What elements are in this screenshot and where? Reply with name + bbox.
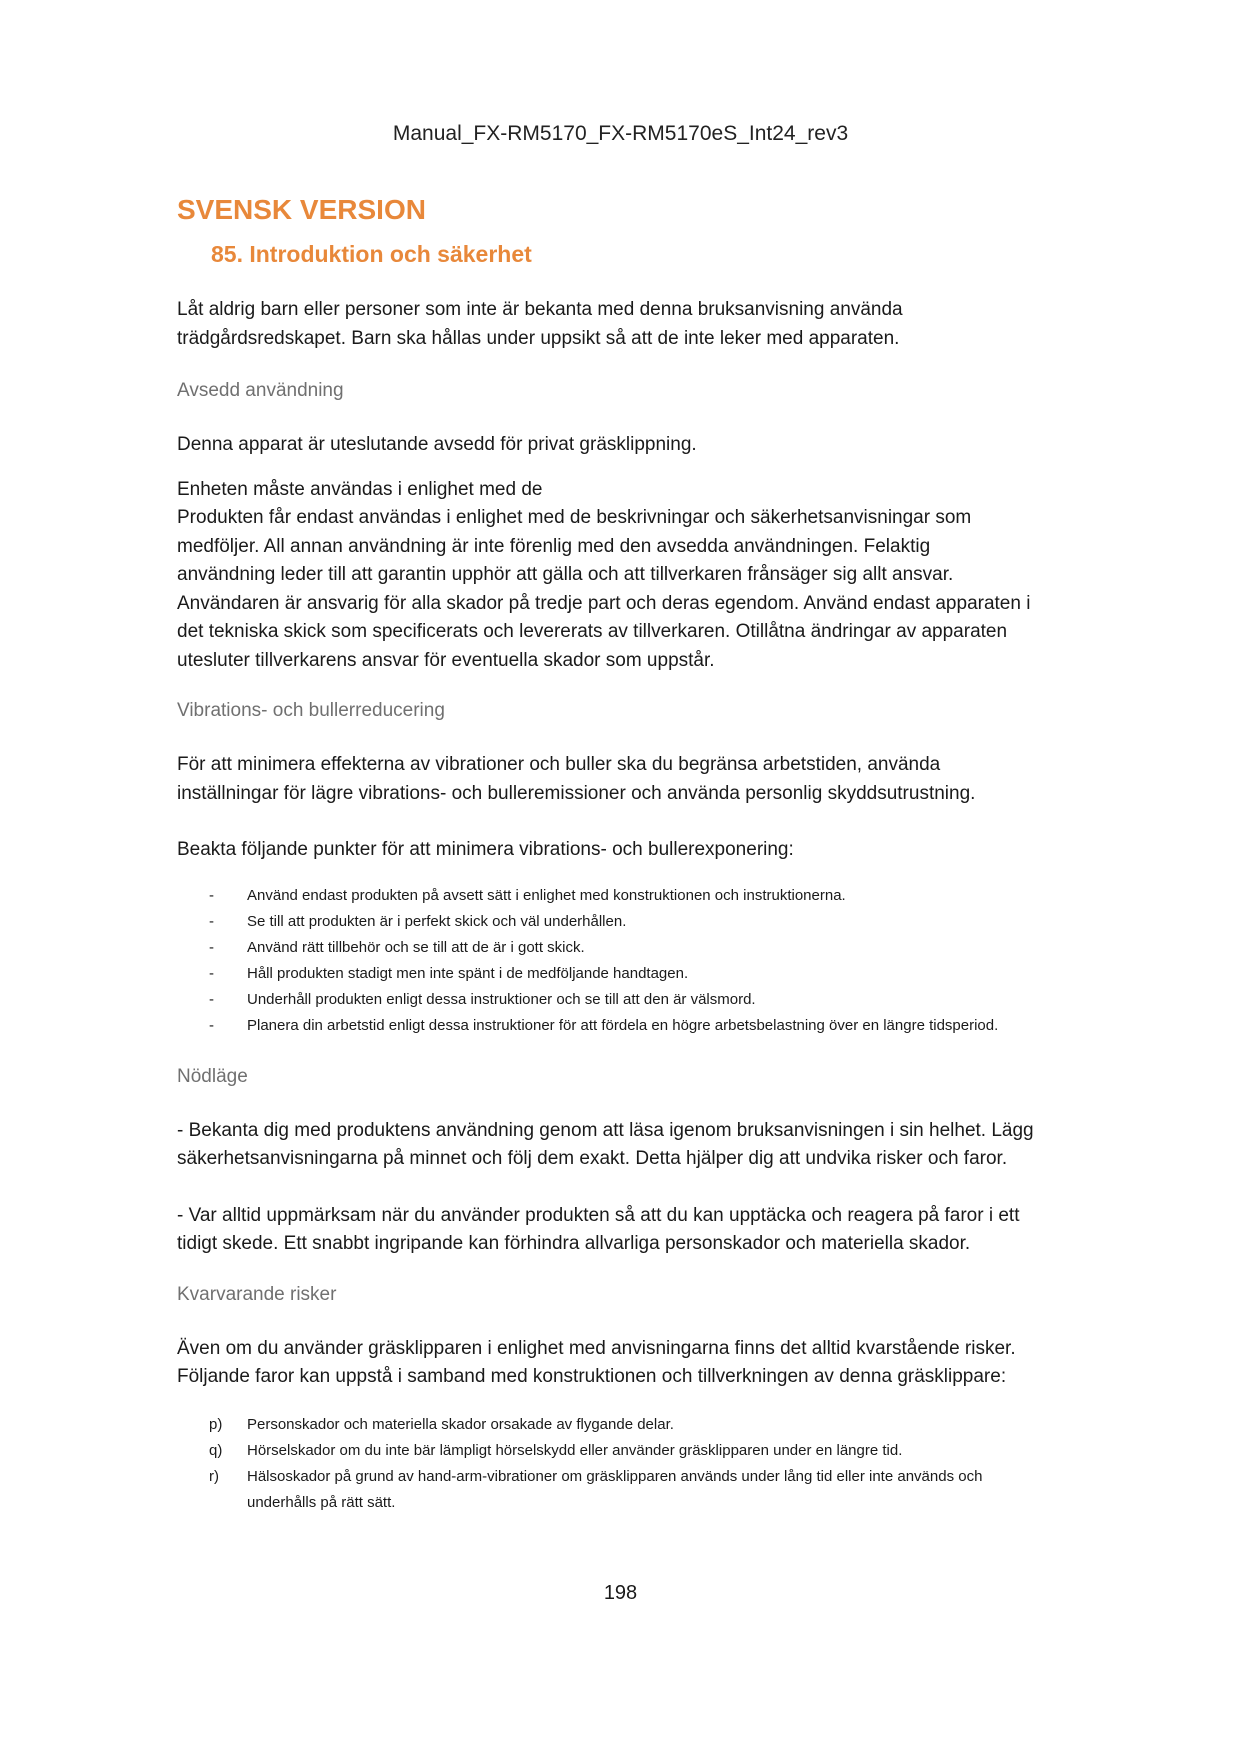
list-item-text: Underhåll produkten enligt dessa instruktioner och se till att den är välsmord. (247, 990, 756, 1008)
vibration-paragraph-2: Beakta följande punkter för att minimera vibrations- och bullerexponering: (177, 839, 794, 860)
bullet-mark: - (209, 990, 214, 1008)
avsedd-line: Användaren är ansvarig för alla skador på tredje part och deras egendom. Använd endast apparaten i (177, 592, 1031, 614)
section-title: SVENSK VERSION (177, 194, 426, 225)
list-item (177, 909, 1077, 935)
list-item-text: underhålls på rätt sätt. (247, 1493, 396, 1511)
vibration-line: För att minimera effekterna av vibrationer och buller ska du begränsa arbetstiden, använda (177, 754, 941, 775)
list-item-text: Använd rätt tillbehör och se till att de är i gott skick. (247, 938, 585, 956)
list-item-text: Planera din arbetstid enligt dessa instruktioner för att fördela en högre arbetsbelastning över en längre tidsperiod. (247, 1016, 999, 1034)
list-item-text: Personskador och materiella skador orsakade av flygande delar. (247, 1415, 674, 1433)
bullet-mark: - (209, 964, 214, 982)
subsection-title: 85. Introduktion och säkerhet (211, 241, 532, 267)
intro-line: trädgårdsredskapet. Barn ska hållas under uppsikt så att de inte leker med apparaten. (177, 327, 900, 349)
list-item-text: Använd endast produkten på avsett sätt i enlighet med konstruktionen och instruktionerna. (247, 886, 846, 904)
avsedd-line: Enheten måste användas i enlighet med de (177, 478, 543, 500)
kvarvarande-line: Även om du använder gräsklipparen i enlighet med anvisningarna finns det alltid kvarstående risker. (177, 1337, 1016, 1359)
nodlage-line: säkerhetsanvisningarna på minnet och följ dem exakt. Detta hjälper dig att undvika risker och faror. (177, 1148, 1008, 1169)
list-item (177, 1438, 1077, 1464)
avsedd-line: Produkten får endast användas i enlighet med de beskrivningar och säkerhetsanvisningar som (177, 507, 972, 528)
page-number: 198 (603, 1582, 638, 1604)
bullet-mark: - (209, 1016, 214, 1034)
intro-line: Låt aldrig barn eller personer som inte är bekanta med denna bruksanvisning använda (177, 299, 903, 320)
list-item (177, 1464, 1077, 1516)
nodlage-line: - Bekanta dig med produktens användning genom att läsa igenom bruksanvisningen i sin helhet. Lägg (177, 1119, 1034, 1141)
avsedd-paragraph-1: Denna apparat är uteslutande avsedd för privat gräsklippning. (177, 434, 697, 455)
nodlage-line: - Var alltid uppmärksam när du använder produkten så att du kan upptäcka och reagera på faror i ett (177, 1204, 1020, 1226)
running-header: Manual_FX-RM5170_FX-RM5170eS_Int24_rev3 (392, 122, 849, 145)
list-item (177, 883, 1077, 909)
list-marker: q) (209, 1441, 223, 1459)
list-marker: r) (209, 1467, 219, 1485)
nodlage-paragraph-1 (177, 1117, 1077, 1174)
list-item-text: Hörselskador om du inte bär lämpligt hörselskydd eller använder gräsklipparen under en längre tid. (247, 1441, 903, 1459)
list-item (177, 987, 1077, 1013)
nodlage-line: tidigt skede. Ett snabbt ingripande kan förhindra allvarliga personskador och materiella skador. (177, 1233, 971, 1254)
nodlage-paragraph-2 (177, 1202, 1077, 1259)
heading-nodlage: Nödläge (177, 1065, 248, 1087)
list-item-text: Håll produkten stadigt men inte spänt i de medföljande handtagen. (247, 964, 689, 982)
intro-paragraph (177, 296, 1077, 353)
avsedd-line: medföljer. All annan användning är inte förenlig med den avsedda användningen. Felaktig (177, 535, 931, 557)
bullet-mark: - (209, 938, 214, 956)
vibration-bullet-list (177, 883, 1077, 1039)
kvarvarande-paragraph (177, 1335, 1077, 1392)
avsedd-line: utesluter tillverkarens ansvar för eventuella skador som uppstår. (177, 649, 715, 671)
avsedd-line: det tekniska skick som specificerats och levererats av tillverkaren. Otillåtna ändringar av apparaten (177, 621, 1008, 642)
vibration-line: inställningar för lägre vibrations- och bulleremissioner och använda personlig skyddsutrustning. (177, 782, 976, 804)
heading-kvarvarande-risker: Kvarvarande risker (177, 1283, 337, 1305)
kvarvarande-line: Följande faror kan uppstå i samband med konstruktionen och tillverkningen av denna gräsklippare: (177, 1366, 1007, 1387)
list-item-text: Hälsoskador på grund av hand-arm-vibrationer om gräsklipparen används under lång tid eller inte används och (247, 1467, 983, 1485)
list-item (177, 961, 1077, 987)
vibration-paragraph-1 (177, 751, 1077, 808)
heading-vibration: Vibrations- och bullerreducering (177, 700, 445, 721)
list-item (177, 1013, 1077, 1039)
list-item (177, 1412, 1077, 1438)
list-item (177, 935, 1077, 961)
avsedd-paragraph-2 (177, 476, 1077, 676)
risk-list (177, 1412, 1077, 1516)
bullet-mark: - (209, 886, 214, 904)
page-content (177, 190, 1077, 1516)
heading-avsedd-anvandning: Avsedd användning (177, 380, 344, 401)
bullet-mark: - (209, 912, 214, 930)
list-item-text: Se till att produkten är i perfekt skick och väl underhållen. (247, 912, 627, 930)
avsedd-line: användning leder till att garantin upphör att gälla och att tillverkaren frånsäger sig allt ansvar. (177, 564, 954, 585)
list-marker: p) (209, 1415, 223, 1433)
